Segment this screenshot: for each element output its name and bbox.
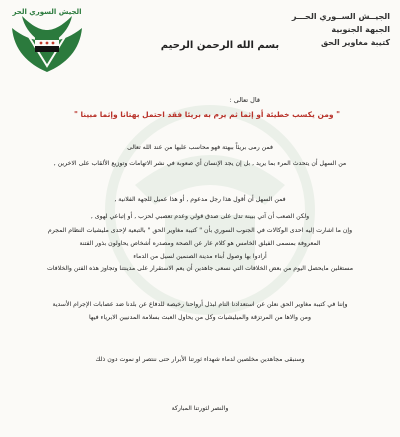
quran-verse: " ومن يكسب خطيئة أو إثما ثم يرم به بريئا فقد احتمل بهتانا وإثما مبينا " — [73, 110, 341, 119]
paragraph-1: فمن رمى بريئاً ببهتة فهو محاسب عليها من عند الله تعالى — [127, 144, 273, 151]
paragraph-9: وإننا في كتيبة مغاوير الحق نعلن عن استعدادنا التام لبذل أرواحنا رخيصة للدفاع عن بلدنا ضد عصابات الإجرام الأسدية — [52, 301, 348, 308]
bismillah-heading: بسم الله الرحمن الرحيم — [160, 40, 280, 51]
paragraph-7: أرادوا بها وصول أبناء مدينة الصنمين لسيل من الدماء — [133, 253, 267, 260]
letterhead — [0, 0, 400, 80]
org-line-front: الجبهة الجنوبية — [331, 25, 390, 34]
paragraph-2: من السهل أن يتحدث المرء بما يريد , بل إن يجد الإنسان أي صعوبة في نشر الاتهامات وتوزيع الألقاب على الاخرين , — [53, 160, 347, 167]
paragraph-6: المعروفة بمسمى الفيلق الخامس هو كلام عار عن الصحة ومصدره أشخاص يحاولون بذور الفتنة — [79, 240, 321, 247]
paragraph-8: مستغلين مايحصل اليوم من بعض الخلافات التي نسعى جاهدين أن يعم الاستقرار على مدينتنا وتجاوز هذه الفتن والخلافات — [46, 265, 354, 272]
emblem-watermark — [95, 95, 325, 325]
verse-intro: قال تعالى : — [229, 96, 260, 104]
paragraph-10: ومن والاها من المرتزقة والميليشيات وكل من يحاول العبث بسلامة المدنيين الابرياء فيها — [89, 314, 311, 321]
paragraph-3: فمن السهل أن أقول هذا رجل مدعوم , أو هذا عميل للجهة الفلانية , — [114, 196, 286, 203]
closing-line: والنصر لثورتنا المباركة — [171, 405, 229, 412]
org-line-battalion: كتيبة مغاوير الحق — [320, 38, 390, 47]
paragraph-5: وإن ما اشارت إليه احدى الوكالات في الجنوب السوري بأن " كتيبة مغاوير الحق " بالتبعية لإحدى مليشيات النظام المجرم — [47, 227, 353, 234]
paragraph-11: وسنبقى مجاهدين مخلصين لدماء شهداء ثورتنا الأبرار حتى ننتصر او نموت دون ذلك — [95, 356, 305, 363]
org-line-army: الجيــش الســوري الحـــر — [291, 12, 390, 21]
paragraph-4: ولكن الصعب أن آتي ببينة تدل على صدق قولي وعدم تعصبي لحزب , أو إتباعي لهوى , — [90, 213, 310, 220]
logo-caption: الجيش السوري الحر — [12, 8, 82, 16]
free-syrian-army-logo — [8, 6, 86, 76]
